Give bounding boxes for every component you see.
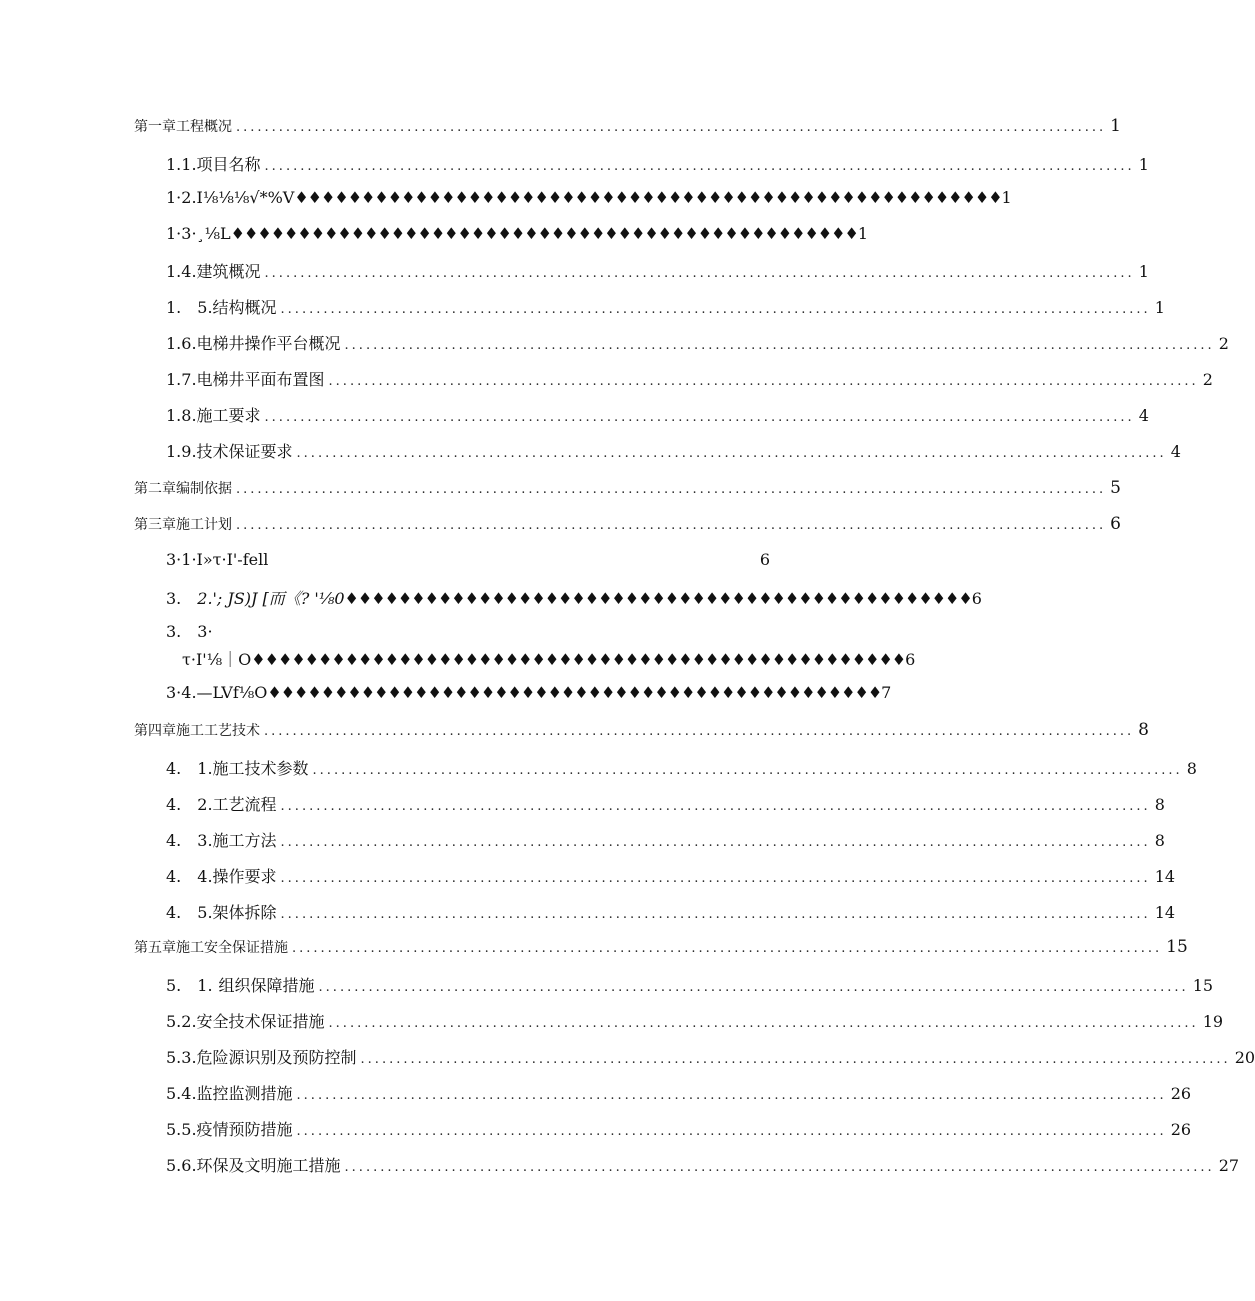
toc-page-number: 8 bbox=[1154, 795, 1165, 814]
toc-page-number: 1 bbox=[1110, 116, 1121, 136]
toc-section-title: 施工技术参数 bbox=[212, 759, 309, 778]
toc-garbled-leader: ♦♦♦♦♦♦♦♦♦♦♦♦♦♦♦♦♦♦♦♦♦♦♦♦♦♦♦♦♦♦♦♦♦♦♦♦♦♦♦♦♦♦♦♦♦♦♦♦♦ bbox=[251, 650, 906, 669]
toc-chapter-title: 第五章施工安全保证措施 bbox=[134, 940, 288, 956]
toc-section-5-3[interactable] bbox=[166, 1045, 1255, 1069]
toc-garbled-leader: ♦♦♦♦♦♦♦♦♦♦♦♦♦♦♦♦♦♦♦♦♦♦♦♦♦♦♦♦♦♦♦♦♦♦♦♦♦♦♦♦♦♦♦♦♦♦♦♦♦♦♦♦♦ bbox=[294, 188, 1002, 207]
toc-section-1-5[interactable] bbox=[166, 295, 1165, 319]
toc-page-number: 4 bbox=[1138, 406, 1149, 425]
toc-dot-leader: .......................................................................................................................... bbox=[280, 835, 1151, 850]
toc-section-subnumber: 3. bbox=[197, 831, 213, 850]
toc-section-title: 疫情预防措施 bbox=[196, 1120, 293, 1139]
toc-dot-leader: .......................................................................................................................... bbox=[344, 1160, 1215, 1175]
toc-chapter-title: 第二章编制依据 bbox=[134, 481, 232, 497]
toc-section-4-2[interactable] bbox=[166, 792, 1165, 816]
toc-section-number: 3. bbox=[166, 589, 182, 608]
toc-page-number: 6 bbox=[1110, 514, 1121, 534]
toc-section-3-3-number bbox=[166, 622, 286, 646]
toc-section-3-4[interactable] bbox=[166, 683, 892, 707]
toc-section-title: 施工要求 bbox=[196, 406, 261, 425]
toc-chapter-5[interactable] bbox=[134, 937, 1188, 961]
toc-dot-leader: .......................................................................................................................... bbox=[344, 338, 1215, 353]
toc-section-title: 监控监测措施 bbox=[196, 1084, 293, 1103]
toc-section-5-4[interactable] bbox=[166, 1081, 1192, 1105]
toc-section-1-2[interactable] bbox=[166, 188, 1012, 212]
toc-dot-leader: .......................................................................................................................... bbox=[328, 374, 1199, 389]
toc-section-number: 5.2. bbox=[166, 1012, 197, 1031]
toc-section-number: 4. bbox=[166, 831, 182, 850]
toc-section-subnumber: 3· bbox=[197, 622, 213, 641]
toc-section-number: 5.5. bbox=[166, 1120, 197, 1139]
toc-section-subnumber: 1. bbox=[197, 759, 213, 778]
toc-page-number: 20 bbox=[1234, 1048, 1255, 1067]
toc-section-number: 4. bbox=[166, 903, 182, 922]
toc-page-number: 4 bbox=[1170, 442, 1181, 461]
toc-chapter-4[interactable] bbox=[134, 720, 1149, 744]
toc-page-number: 6 bbox=[905, 650, 916, 669]
toc-section-3-3[interactable] bbox=[182, 647, 916, 671]
toc-section-garbled-title: 3·1·I»τ·I'-fell bbox=[166, 550, 269, 569]
toc-section-title: 操作要求 bbox=[212, 867, 277, 886]
toc-garbled-leader: ♦♦♦♦♦♦♦♦♦♦♦♦♦♦♦♦♦♦♦♦♦♦♦♦♦♦♦♦♦♦♦♦♦♦♦♦♦♦♦♦♦♦♦♦♦♦♦ bbox=[230, 224, 858, 243]
toc-section-number: 1.6. bbox=[166, 334, 197, 353]
toc-garbled-leader: ♦♦♦♦♦♦♦♦♦♦♦♦♦♦♦♦♦♦♦♦♦♦♦♦♦♦♦♦♦♦♦♦♦♦♦♦♦♦♦♦♦♦♦♦♦♦♦ bbox=[344, 589, 972, 608]
toc-section-1-8[interactable] bbox=[166, 403, 1149, 427]
toc-section-4-4[interactable] bbox=[166, 864, 1176, 888]
toc-section-number: 1. bbox=[166, 298, 182, 317]
toc-page-number: 1 bbox=[1154, 298, 1165, 317]
toc-page-number: 1 bbox=[1138, 262, 1149, 281]
toc-section-title: 组织保障措施 bbox=[218, 976, 315, 995]
toc-chapter-2[interactable] bbox=[134, 478, 1121, 502]
toc-dot-leader: .......................................................................................................................... bbox=[292, 941, 1163, 956]
toc-dot-leader: .......................................................................................................................... bbox=[312, 763, 1183, 778]
toc-dot-leader: .......................................................................................................................... bbox=[264, 266, 1135, 281]
toc-section-number: 1.9. bbox=[166, 442, 197, 461]
toc-section-subnumber: 1. bbox=[197, 976, 213, 995]
toc-section-garbled-title: 2.'; JS)J [而《? '⅛0 bbox=[197, 589, 345, 608]
toc-section-5-1[interactable] bbox=[166, 973, 1214, 997]
toc-dot-leader: .......................................................................................................................... bbox=[280, 799, 1151, 814]
toc-section-title: 项目名称 bbox=[196, 155, 261, 174]
toc-dot-leader: .......................................................................................................................... bbox=[296, 1088, 1167, 1103]
toc-dot-leader: .......................................................................................................................... bbox=[236, 120, 1107, 135]
toc-section-number: 3. bbox=[166, 622, 182, 641]
toc-dot-leader: .......................................................................................................................... bbox=[236, 518, 1107, 533]
toc-page-number: 15 bbox=[1192, 976, 1214, 995]
toc-section-number: 5. bbox=[166, 976, 182, 995]
toc-dot-leader: .......................................................................................................................... bbox=[280, 302, 1151, 317]
toc-page-number: 27 bbox=[1218, 1156, 1240, 1175]
toc-section-4-1[interactable] bbox=[166, 756, 1197, 780]
toc-section-subnumber: 4. bbox=[197, 867, 213, 886]
toc-section-title: 危险源识别及预防控制 bbox=[196, 1048, 357, 1067]
toc-dot-leader: .......................................................................................................................... bbox=[360, 1052, 1231, 1067]
toc-section-1-6[interactable] bbox=[166, 331, 1229, 355]
toc-page-number: 5 bbox=[1110, 478, 1121, 498]
toc-page-number: 15 bbox=[1166, 937, 1188, 957]
toc-page-number: 1 bbox=[857, 224, 869, 243]
toc-chapter-3[interactable] bbox=[134, 514, 1121, 538]
toc-section-title: 电梯井平面布置图 bbox=[196, 370, 325, 389]
toc-dot-leader: .......................................................................................................................... bbox=[280, 871, 1151, 886]
toc-page-number: 8 bbox=[1138, 720, 1149, 740]
toc-section-5-5[interactable] bbox=[166, 1117, 1192, 1141]
toc-section-5-6[interactable] bbox=[166, 1153, 1240, 1177]
toc-dot-leader: .......................................................................................................................... bbox=[296, 1124, 1167, 1139]
toc-section-3-1[interactable] bbox=[166, 550, 774, 574]
toc-dot-leader: .......................................................................................................................... bbox=[328, 1016, 1199, 1031]
toc-garbled-leader: ♦♦♦♦♦♦♦♦♦♦♦♦♦♦♦♦♦♦♦♦♦♦♦♦♦♦♦♦♦♦♦♦♦♦♦♦♦♦♦♦♦♦♦♦♦♦ bbox=[267, 683, 882, 702]
toc-section-4-5[interactable] bbox=[166, 900, 1176, 924]
toc-page-number: 7 bbox=[881, 683, 892, 702]
toc-page-number: 26 bbox=[1170, 1084, 1192, 1103]
toc-chapter-title: 第三章施工计划 bbox=[134, 517, 232, 533]
toc-section-subnumber: 2. bbox=[197, 795, 213, 814]
toc-page-number: 1 bbox=[1138, 155, 1149, 174]
toc-section-subnumber: 5. bbox=[197, 903, 213, 922]
toc-page-number: 26 bbox=[1170, 1120, 1192, 1139]
toc-section-1-1[interactable] bbox=[166, 152, 1149, 176]
toc-dot-leader: .......................................................................................................................... bbox=[280, 907, 1151, 922]
toc-page-number: 2 bbox=[1202, 370, 1213, 389]
toc-chapter-title: 第一章工程概况 bbox=[134, 119, 232, 135]
toc-section-1-7[interactable] bbox=[166, 367, 1213, 391]
toc-section-3-2[interactable] bbox=[166, 586, 982, 610]
toc-section-title: 架体拆除 bbox=[212, 903, 277, 922]
toc-section-number: 5.4. bbox=[166, 1084, 197, 1103]
toc-page-number: 8 bbox=[1154, 831, 1165, 850]
toc-section-title: 技术保证要求 bbox=[196, 442, 293, 461]
toc-section-1-9[interactable] bbox=[166, 439, 1181, 463]
toc-section-title: 安全技术保证措施 bbox=[196, 1012, 325, 1031]
toc-dot-leader: .......................................................................................................................... bbox=[264, 724, 1135, 739]
toc-section-title: 建筑概况 bbox=[196, 262, 261, 281]
toc-section-5-2[interactable] bbox=[166, 1009, 1224, 1033]
toc-page-number: 19 bbox=[1202, 1012, 1224, 1031]
toc-section-garbled-title: 1·2.I⅛⅛⅛√*%V bbox=[166, 188, 295, 207]
toc-page-number: 2 bbox=[1218, 334, 1229, 353]
toc-section-title: 电梯井操作平台概况 bbox=[196, 334, 341, 353]
toc-section-garbled-title: τ·I'⅛｜O bbox=[182, 650, 252, 669]
toc-section-number: 1.4. bbox=[166, 262, 197, 281]
toc-section-1-4[interactable] bbox=[166, 259, 1149, 283]
toc-page-number: 14 bbox=[1154, 903, 1176, 922]
toc-page-number: 14 bbox=[1154, 867, 1176, 886]
toc-chapter-1[interactable] bbox=[134, 116, 1121, 140]
toc-section-number: 1.7. bbox=[166, 370, 197, 389]
toc-dot-leader: .......................................................................................................................... bbox=[296, 446, 1167, 461]
toc-section-subnumber: 5. bbox=[197, 298, 213, 317]
toc-page-number: 6 bbox=[971, 589, 982, 608]
toc-section-title: 施工方法 bbox=[212, 831, 277, 850]
toc-section-number: 4. bbox=[166, 867, 182, 886]
toc-dot-leader: .......................................................................................................................... bbox=[264, 159, 1135, 174]
toc-dot-leader: .......................................................................................................................... bbox=[264, 410, 1135, 425]
toc-section-4-3[interactable] bbox=[166, 828, 1165, 852]
toc-section-number: 4. bbox=[166, 795, 182, 814]
toc-dot-leader: .......................................................................................................................... bbox=[318, 980, 1189, 995]
toc-section-number: 3·4. bbox=[166, 683, 197, 702]
toc-section-number: 1.1. bbox=[166, 155, 197, 174]
toc-section-title: 工艺流程 bbox=[212, 795, 277, 814]
toc-section-number: 1.8. bbox=[166, 406, 197, 425]
toc-section-number: 4. bbox=[166, 759, 182, 778]
toc-dot-leader: .......................................................................................................................... bbox=[236, 482, 1107, 497]
toc-page-number: 1 bbox=[1001, 188, 1012, 207]
toc-page-number: 8 bbox=[1186, 759, 1197, 778]
toc-page-number: 6 bbox=[759, 550, 770, 569]
toc-section-garbled-title: 1·3·¸⅛L bbox=[166, 224, 231, 243]
toc-section-title: 环保及文明施工措施 bbox=[196, 1156, 341, 1175]
toc-section-title: 结构概况 bbox=[212, 298, 277, 317]
toc-section-garbled-title: —LVf⅛O bbox=[196, 683, 268, 702]
toc-chapter-title: 第四章施工工艺技术 bbox=[134, 723, 260, 739]
toc-section-number: 5.3. bbox=[166, 1048, 197, 1067]
toc-section-number: 5.6. bbox=[166, 1156, 197, 1175]
toc-section-1-3[interactable] bbox=[166, 224, 869, 248]
